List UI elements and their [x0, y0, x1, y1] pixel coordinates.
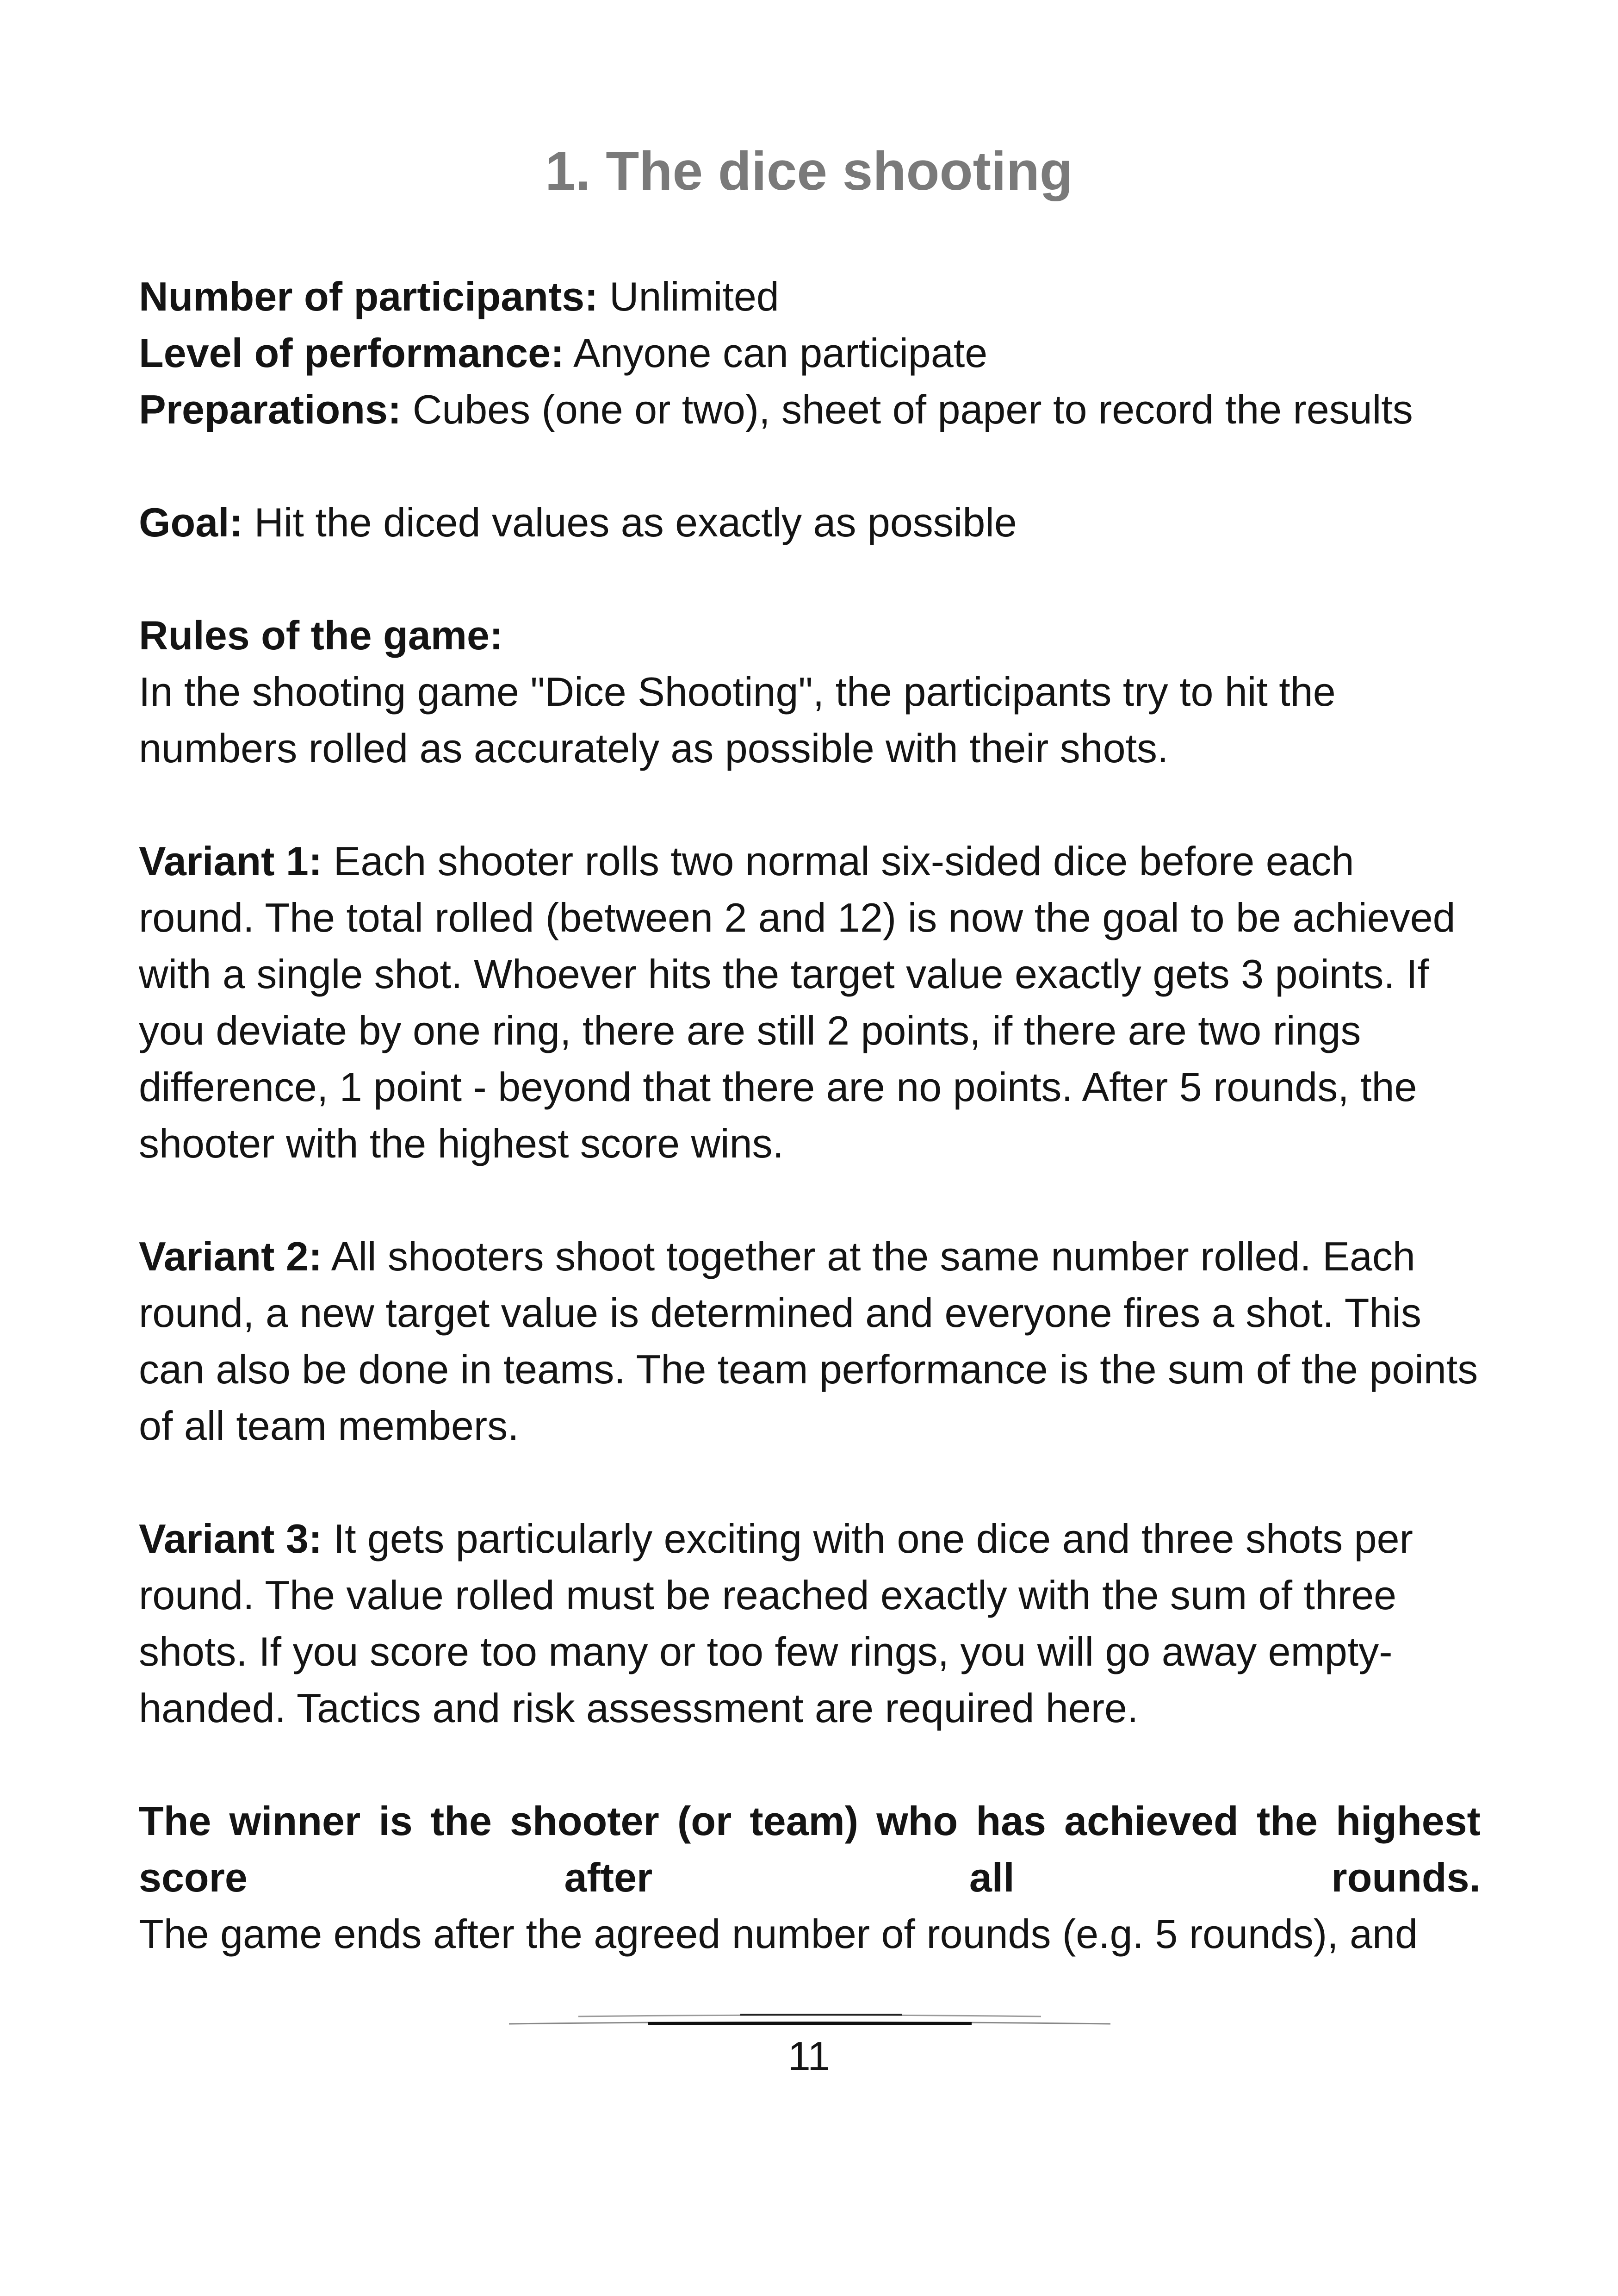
participants-label: Number of participants: [139, 274, 598, 319]
goal-label: Goal: [139, 499, 243, 545]
spacer [139, 1454, 1481, 1511]
level-value: Anyone can participate [564, 330, 988, 376]
spacer [139, 438, 1481, 494]
variant-3-label: Variant 3: [139, 1516, 322, 1562]
variant-2-paragraph [139, 1228, 1481, 1454]
participants-value: Unlimited [598, 274, 779, 319]
page-number: 11 [787, 2033, 831, 2079]
spacer [139, 777, 1481, 833]
ending-text: The game ends after the agreed number of rounds (e.g. 5 rounds), and [139, 1911, 1418, 1957]
goal-value: Hit the diced values as exactly as possible [242, 499, 1017, 545]
document-body [139, 268, 1481, 1962]
preparations-label: Preparations: [139, 386, 402, 432]
variant-2-text: All shooters shoot together at the same number rolled. Each round, a new target value is determined and everyone fires a shot. This can also be done in teams. The team performance is the sum of the points of all team members. [139, 1233, 1478, 1449]
level-label: Level of performance: [139, 330, 564, 376]
level-line [139, 325, 1481, 381]
variant-2-label: Variant 2: [139, 1233, 322, 1279]
footer-divider [509, 2011, 1110, 2029]
variant-3-paragraph [139, 1511, 1481, 1736]
page-title: 1. The dice shooting [545, 141, 1073, 202]
variant-1-label: Variant 1: [139, 838, 322, 884]
participants-line [139, 268, 1481, 325]
variant-1-text: Each shooter rolls two normal six-sided dice before each round. The total rolled (between 2 and 12) is now the goal to be achieved with a single shot. Whoever hits the target value exactly gets 3 points. If you deviate by one ring, there are still 2 points, if there are two rings difference, 1 point - beyond that there are no points. After 5 rounds, the shooter with the highest score wins. [139, 838, 1456, 1166]
variant-3-text: It gets particularly exciting with one dice and three shots per round. The value rolled must be reached exactly with the sum of three shots. If you score too many or too few rings, you will go away empty-handed. Tactics and risk assessment are required here. [139, 1516, 1413, 1731]
rules-text: In the shooting game "Dice Shooting", the participants try to hit the numbers rolled as accurately as possible with their shots. [139, 669, 1336, 771]
rules-heading: Rules of the game: [139, 612, 503, 658]
winner-statement: The winner is the shooter (or team) who has achieved the highest score after all rounds. [139, 1798, 1481, 1900]
preparations-line [139, 381, 1481, 438]
variant-1-paragraph [139, 833, 1481, 1172]
spacer [139, 551, 1481, 607]
goal-line [139, 494, 1481, 551]
spacer [139, 1172, 1481, 1228]
preparations-value: Cubes (one or two), sheet of paper to record the results [401, 386, 1413, 432]
spacer [139, 1736, 1481, 1793]
